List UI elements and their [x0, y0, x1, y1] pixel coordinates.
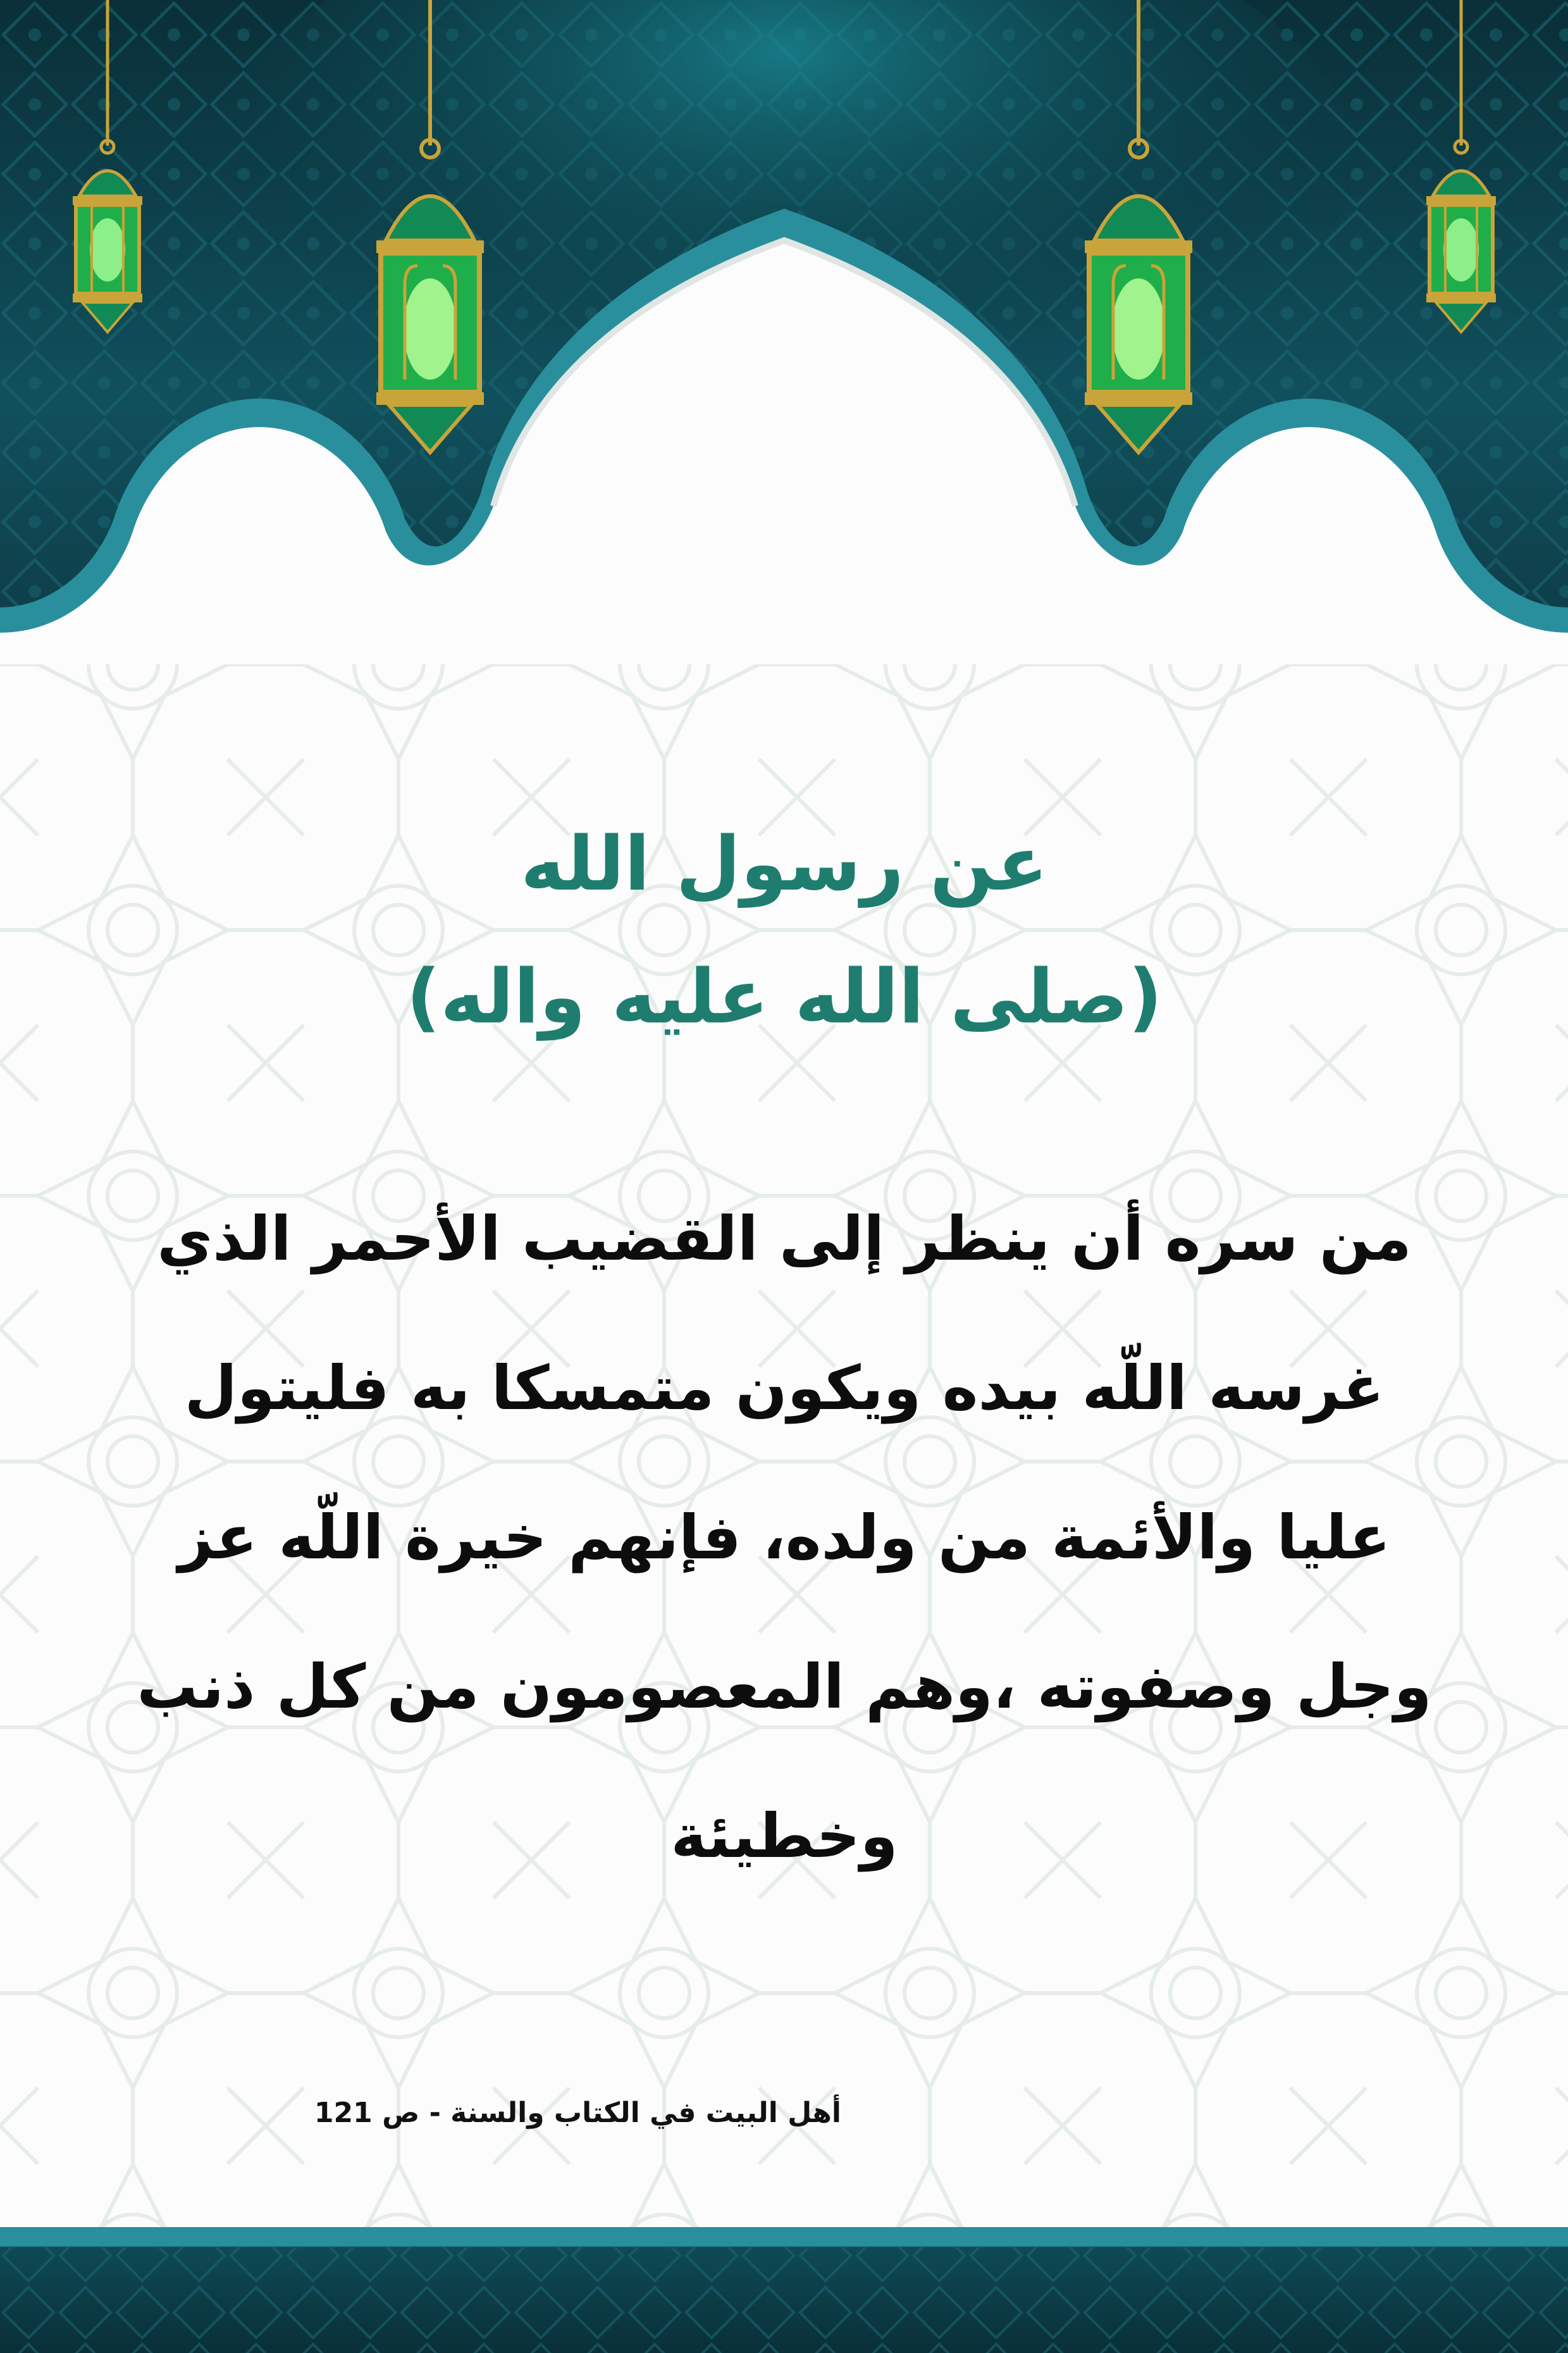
- title-line-2: (صلى الله عليه واله): [406, 953, 1163, 1040]
- hadith-line-1: من سره أن ينظر إلى القضيب الأحمر الذي: [157, 1203, 1412, 1274]
- hadith-line-5: وخطيئة: [670, 1801, 898, 1872]
- lantern-icon: [361, 0, 500, 462]
- footer-band: [0, 2227, 1568, 2353]
- lantern-icon: [1414, 0, 1509, 342]
- title-line-1: عن رسول الله: [521, 820, 1048, 907]
- hadith-line-4: وجل وصفوته ،وهم المعصومون من كل ذنب: [137, 1651, 1432, 1722]
- hadith-line-2: غرسه اللّه بيده ويكون متمسكا به فليتول: [184, 1353, 1385, 1424]
- title-block: [127, 797, 1442, 1063]
- lantern-icon: [60, 0, 155, 342]
- source-reference: أهل البيت في الكتاب والسنة - ص 121: [314, 2097, 841, 2129]
- hadith-line-3: عليا والأئمة من ولده، فإنهم خيرة اللّه عز: [178, 1502, 1391, 1573]
- hadith-text: [82, 1164, 1486, 1911]
- header-arches: [0, 0, 1568, 664]
- lantern-icon: [1069, 0, 1208, 462]
